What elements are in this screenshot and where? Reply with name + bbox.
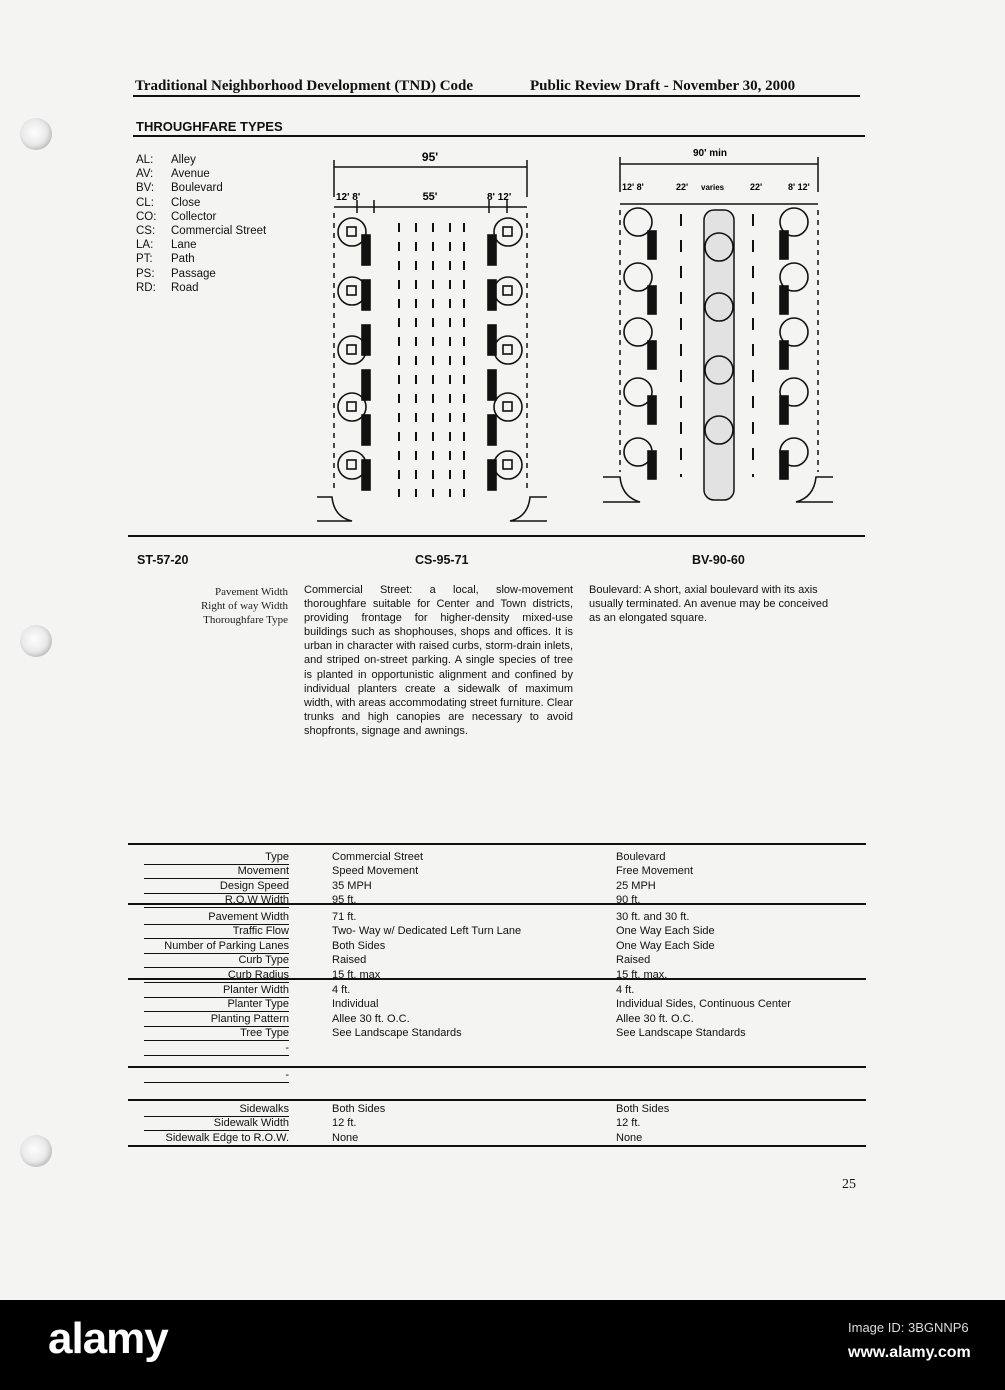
- abbreviation-item: [136, 224, 266, 238]
- commercial-street-diagram: [312, 145, 552, 530]
- boulevard-value: See Landscape Standards: [616, 1027, 746, 1040]
- boulevard-value: One Way Each Side: [616, 939, 715, 952]
- table-row: [128, 1041, 866, 1055]
- boulevard-value: 4 ft.: [616, 984, 635, 996]
- table-row: [128, 879, 866, 893]
- commercial-street-value: Individual: [332, 998, 379, 1011]
- table-row: [128, 864, 866, 878]
- boulevard-value: Allee 30 ft. O.C.: [616, 1012, 694, 1025]
- row-label: Tree Type: [240, 1027, 289, 1040]
- parked-car: [488, 460, 496, 490]
- boulevard-value: 25 MPH: [616, 879, 656, 892]
- tree-planter: [503, 227, 512, 236]
- row-label-underline: [144, 997, 289, 1012]
- parked-car: [648, 396, 656, 424]
- binder-hole: [20, 118, 52, 150]
- abbreviation-name: Passage: [171, 267, 216, 280]
- abbreviation-code: AL:: [136, 154, 154, 166]
- commercial-street-description: Commercial Street: a local, slow-movement thoroughfare suitable for Center and Town districts, providing frontage for higher-density mixed-use buildings such as shophouses, shops and offices. It is urban in character with raised curbs, storm-drain inlets, and striped on-street parking. A single species of tree is planted in opportunistic alignment and confined by individual planters create a sidewalk of maximum width, with areas accommodating street furniture. Clear trunks and high canopies are necessary to avoid shopfronts, signage and awnings.: [304, 584, 574, 737]
- street-tree: [494, 218, 522, 246]
- row-label: R.O.W Width: [224, 894, 289, 907]
- left-side-dimensions: 12' 8': [336, 192, 361, 203]
- commercial-street-value: Both Sides: [332, 1103, 386, 1115]
- page-number: 25: [842, 1177, 856, 1192]
- abbreviation-name: Avenue: [171, 168, 210, 181]
- tree-planter: [347, 460, 356, 469]
- header-draft-date: Public Review Draft - November 30, 2000: [530, 78, 796, 94]
- commercial-street-value: 95 ft.: [332, 894, 357, 907]
- boulevard-value: Raised: [616, 954, 651, 967]
- abbreviation-name: Alley: [171, 154, 196, 166]
- street-tree: [494, 336, 522, 364]
- abbreviation-code: CL:: [136, 196, 154, 209]
- row-label-underline: [144, 924, 289, 939]
- parked-car: [362, 370, 370, 400]
- commercial-street-value: Both Sides: [332, 939, 386, 952]
- tree-planter: [503, 460, 512, 469]
- street-tree: [494, 277, 522, 305]
- boulevard-value: Individual Sides, Continuous Center: [616, 998, 791, 1011]
- parked-car: [648, 286, 656, 314]
- row-label: Sidewalk Width: [213, 1117, 289, 1130]
- boulevard-value: 15 ft. max.: [616, 968, 668, 981]
- row-label-underline: [144, 893, 289, 908]
- row-label: Movement: [237, 865, 289, 878]
- abbreviation-item: [136, 267, 266, 281]
- row-label-underline: [144, 939, 289, 954]
- boulevard-value: Both Sides: [616, 1103, 670, 1115]
- parked-car: [780, 286, 788, 314]
- table-row: [128, 1012, 866, 1026]
- row-label: Sidewalks: [239, 1103, 289, 1115]
- code-cs: CS-95-71: [415, 553, 469, 567]
- row-label-underline: [144, 1026, 289, 1041]
- table-row: [128, 893, 866, 907]
- tree-planter: [503, 286, 512, 295]
- parked-car: [780, 396, 788, 424]
- parked-car: [648, 451, 656, 479]
- parked-car: [362, 415, 370, 445]
- abbreviation-item: [136, 238, 266, 252]
- abbreviation-name: Collector: [171, 210, 217, 223]
- abbreviation-item: [136, 252, 266, 266]
- parked-car: [648, 231, 656, 259]
- row-width-dimension: 90' min: [692, 148, 728, 159]
- key-label: Right of way Width: [200, 600, 288, 612]
- parked-car: [362, 280, 370, 310]
- section-rule: [133, 135, 865, 137]
- row-label-underline: [144, 1012, 289, 1027]
- abbreviation-code: RD:: [136, 281, 156, 294]
- row-label: Traffic Flow: [232, 925, 289, 938]
- table-row: [128, 850, 866, 864]
- parked-car: [488, 280, 496, 310]
- alamy-logo: alamy: [48, 1314, 168, 1363]
- parked-car: [488, 415, 496, 445]
- abbreviation-item: [136, 153, 266, 167]
- row-label: Sidewalk Edge to R.O.W.: [165, 1131, 289, 1144]
- row-label-underline: [144, 1131, 289, 1146]
- boulevard-value: 12 ft.: [616, 1117, 641, 1130]
- table-row: [128, 1068, 866, 1082]
- right-lane-dimension: 22': [750, 182, 763, 192]
- commercial-street-value: 15 ft. max: [332, 968, 381, 981]
- boulevard-value: 30 ft. and 30 ft.: [616, 911, 690, 923]
- commercial-street-value: 12 ft.: [332, 1117, 357, 1130]
- specification-table: [128, 840, 866, 1150]
- abbreviation-item: [136, 167, 266, 181]
- table-row: [128, 924, 866, 938]
- header-rule: [133, 95, 860, 97]
- parked-car: [780, 451, 788, 479]
- row-label-underline: [144, 983, 289, 998]
- row-label: Curb Type: [238, 954, 289, 967]
- row-label-underline: [144, 1116, 289, 1131]
- row-width-dimension: 95': [421, 150, 439, 164]
- boulevard-description: Boulevard: A short, axial boulevard with its axis usually terminated. An avenue may be conceived as an elongated square.: [589, 584, 829, 625]
- binder-hole: [20, 1135, 52, 1167]
- tree-planter: [347, 286, 356, 295]
- street-tree: [494, 393, 522, 421]
- abbreviation-name: Close: [171, 196, 201, 209]
- code-st: ST-57-20: [137, 553, 189, 567]
- abbreviation-code: PS:: [136, 267, 155, 280]
- row-label: -: [285, 1069, 289, 1081]
- pavement-dimension: 55': [422, 191, 438, 203]
- left-side-dimensions: 12' 8': [622, 182, 644, 192]
- street-tree: [494, 451, 522, 479]
- parked-car: [488, 370, 496, 400]
- boulevard-diagram: [598, 142, 838, 510]
- table-row: [128, 968, 866, 982]
- row-label-underline: [144, 910, 289, 925]
- parked-car: [362, 325, 370, 355]
- row-label: Planting Pattern: [210, 1012, 289, 1025]
- commercial-street-value: 35 MPH: [332, 879, 372, 892]
- commercial-street-value: 71 ft.: [332, 911, 357, 923]
- parked-car: [488, 325, 496, 355]
- commercial-street-value: None: [332, 1131, 359, 1144]
- tree-planter: [347, 402, 356, 411]
- commercial-street-value: See Landscape Standards: [332, 1027, 462, 1040]
- abbreviation-item: [136, 210, 266, 224]
- abbreviation-code: CO:: [136, 210, 157, 223]
- parked-car: [362, 460, 370, 490]
- parked-car: [488, 235, 496, 265]
- table-row: [128, 1116, 866, 1130]
- boulevard-value: Free Movement: [616, 865, 694, 878]
- parked-car: [780, 341, 788, 369]
- tree-planter: [503, 345, 512, 354]
- table-row: [128, 953, 866, 967]
- abbreviation-code: AV:: [136, 168, 154, 181]
- abbreviation-name: Boulevard: [171, 182, 223, 195]
- row-label-underline: [144, 1068, 289, 1083]
- boulevard-value: Boulevard: [616, 851, 666, 863]
- table-row: [128, 1026, 866, 1040]
- parked-car: [648, 341, 656, 369]
- row-label: Number of Parking Lanes: [164, 939, 289, 952]
- row-label-underline: [144, 1041, 289, 1056]
- tree-planter: [503, 402, 512, 411]
- row-label: -: [285, 1041, 289, 1054]
- median-dimension: varies: [701, 183, 725, 192]
- header-title: Traditional Neighborhood Development (TND) Code: [135, 78, 474, 94]
- abbreviation-code: LA:: [136, 239, 154, 252]
- row-label: Planter Type: [227, 998, 289, 1011]
- abbreviation-code: PT:: [136, 253, 153, 266]
- abbreviation-name: Lane: [171, 239, 197, 252]
- row-label: Type: [265, 851, 289, 863]
- row-label-underline: [144, 968, 289, 983]
- abbreviation-name: Road: [171, 281, 199, 294]
- abbreviation-list: [136, 153, 266, 295]
- key-label: Thoroughfare Type: [203, 614, 288, 626]
- row-label: Design Speed: [219, 879, 289, 892]
- diagram-rule: [128, 535, 865, 537]
- table-rule: [128, 843, 866, 845]
- row-label-underline: [144, 953, 289, 968]
- site-url: www.alamy.com: [848, 1344, 971, 1361]
- boulevard-value: None: [616, 1131, 643, 1144]
- abbreviation-code: CS:: [136, 225, 156, 238]
- code-bv: BV-90-60: [692, 553, 745, 567]
- row-label-underline: [144, 850, 289, 865]
- image-id: Image ID: 3BGNNP6: [848, 1320, 969, 1335]
- row-label-underline: [144, 879, 289, 894]
- table-row: [128, 1131, 866, 1145]
- row-label: Pavement Width: [208, 911, 289, 923]
- table-row: [128, 997, 866, 1011]
- commercial-street-value: Two- Way w/ Dedicated Left Turn Lane: [332, 925, 522, 938]
- abbreviation-name: Path: [171, 253, 195, 266]
- row-label: Planter Width: [222, 984, 289, 996]
- tree-planter: [347, 345, 356, 354]
- row-label-underline: [144, 864, 289, 879]
- right-side-dimensions: 8' 12': [788, 182, 810, 192]
- commercial-street-value: Speed Movement: [332, 865, 419, 878]
- table-rule: [128, 1099, 866, 1101]
- table-row: [128, 983, 866, 997]
- boulevard-value: 90 ft.: [616, 894, 641, 907]
- left-lane-dimension: 22': [676, 182, 689, 192]
- stock-footer: [0, 1300, 1005, 1390]
- commercial-street-value: Allee 30 ft. O.C.: [332, 1012, 410, 1025]
- commercial-street-value: Raised: [332, 954, 367, 967]
- abbreviation-name: Commercial Street: [171, 225, 267, 238]
- row-label-underline: [144, 1102, 289, 1117]
- abbreviation-item: [136, 281, 266, 295]
- binder-hole: [20, 625, 52, 657]
- row-label: Curb Radius: [227, 968, 289, 981]
- boulevard-value: One Way Each Side: [616, 925, 715, 938]
- abbreviation-code: BV:: [136, 182, 155, 195]
- table-row: [128, 910, 866, 924]
- commercial-street-value: 4 ft.: [332, 984, 351, 996]
- table-row: [128, 939, 866, 953]
- parked-car: [780, 231, 788, 259]
- key-label: Pavement Width: [215, 586, 288, 598]
- code-key-labels: [150, 585, 288, 627]
- tree-planter: [347, 227, 356, 236]
- commercial-street-value: Commercial Street: [332, 851, 424, 863]
- parked-car: [362, 235, 370, 265]
- table-row: [128, 1102, 866, 1116]
- right-side-dimensions: 8' 12': [487, 192, 512, 203]
- section-title: THROUGHFARE TYPES: [136, 119, 283, 134]
- abbreviation-item: [136, 196, 266, 210]
- abbreviation-item: [136, 181, 266, 195]
